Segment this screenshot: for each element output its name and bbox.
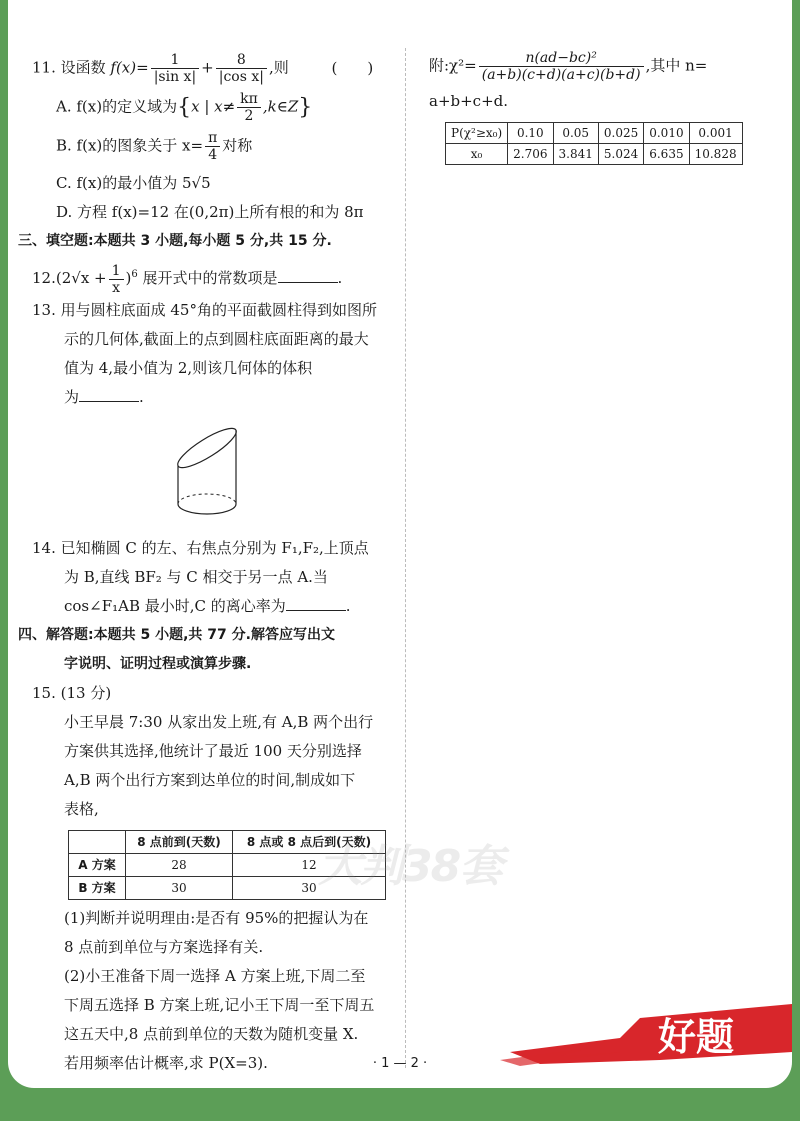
q15-sub2-line1: (2)小王准备下周一选择 A 方案上班,下周二至 xyxy=(64,966,366,985)
appendix-formula-tail: a+b+c+d. xyxy=(429,92,509,110)
column-divider xyxy=(405,48,406,1068)
q11-option-b: B. f(x)的图象关于 x= $\frac{\pi}{4}$ 对称 xyxy=(56,130,253,163)
q11-option-d: D. 方程 f(x)=12 在(0,2π)上所有根的和为 8π xyxy=(56,203,364,221)
q13-line3: 值为 4,最小值为 2,则该几何体的体积 xyxy=(64,358,313,377)
q15-para2: 方案供其选择,他统计了最近 100 天分别选择 xyxy=(64,741,362,760)
q15-para3: A,B 两个出行方案到达单位的时间,制成如下 xyxy=(64,770,356,789)
q15-head: 15. (13 分) xyxy=(32,683,112,702)
q13-line2: 示的几何体,截面上的点到圆柱底面距离的最大 xyxy=(64,329,369,348)
section-4-heading-line1: 四、解答题:本题共 5 小题,共 77 分.解答应写出文 xyxy=(18,626,335,643)
truncated-cylinder-figure xyxy=(172,418,242,522)
right-column xyxy=(429,50,774,165)
table-row: x₀ 2.706 3.841 5.024 6.635 10.828 xyxy=(446,144,743,165)
q15-sub1-line2: 8 点前到单位与方案选择有关. xyxy=(64,937,264,956)
table-header-row: 8 点前到(天数) 8 点或 8 点后到(天数) xyxy=(69,830,386,853)
q13-answer-blank[interactable] xyxy=(79,387,139,402)
q14-line1: 14. 已知椭圆 C 的左、右焦点分别为 F₁,F₂,上顶点 xyxy=(32,538,369,557)
q15-para4: 表格, xyxy=(64,799,99,818)
table-row: A 方案 28 12 xyxy=(69,853,386,876)
table-row: P(χ²≥x₀) 0.10 0.05 0.025 0.010 0.001 xyxy=(446,123,743,144)
chi-square-table xyxy=(445,122,743,165)
q15-para1: 小王早晨 7:30 从家出发上班,有 A,B 两个出行 xyxy=(64,712,374,731)
q11-option-a: A. f(x)的定义域为{x | x≠ $\frac{k\pi}{2}$ ,k∈Z} xyxy=(56,91,313,124)
q12-stem: 12.(2√x + $\frac{1}{x}$ )$^6$ 展开式中的常数项是 . xyxy=(32,262,343,296)
q11-option-c: C. f(x)的最小值为 5√5 xyxy=(56,174,211,192)
q15-sub2-line3: 这五天中,8 点前到单位的天数为随机变量 X. xyxy=(64,1024,359,1043)
appendix-formula: 附:χ²= $\frac{\text{n(ad−bc)²}}{(a+b)(c+d)(a+c)(b+d)}$ ,其中 n= xyxy=(429,50,708,83)
q14-line3: cos∠F₁AB 最小时,C 的离心率为 . xyxy=(64,596,351,615)
watermark-logo: 大判38套 xyxy=(318,841,502,892)
table-row: B 方案 30 30 xyxy=(69,876,386,899)
page-number: · 1 — 2 · xyxy=(372,1056,428,1071)
left-column xyxy=(18,52,392,1078)
q15-sub2-line2: 下周五选择 B 方案上班,记小王下周一至下周五 xyxy=(64,995,375,1014)
q15-sub1-line1: (1)判断并说明理由:是否有 95%的把握认为在 xyxy=(64,908,369,927)
stamp-label: 好题 xyxy=(657,1015,735,1059)
q14-answer-blank[interactable] xyxy=(286,596,346,611)
q11-frac1: $\frac{1}{\text{|sin x|}}$ xyxy=(151,52,199,85)
q11-frac2: $\frac{8}{\text{|cos x|}}$ xyxy=(216,52,267,85)
answer-bracket: ( ) xyxy=(331,58,374,77)
q13-line1: 13. 用与圆柱底面成 45°角的平面截圆柱得到如图所 xyxy=(32,300,377,319)
section-4-heading-line2: 字说明、证明过程或演算步骤. xyxy=(64,655,252,672)
q14-line2: 为 B,直线 BF₂ 与 C 相交于另一点 A.当 xyxy=(64,567,328,586)
section-3-heading: 三、填空题:本题共 3 小题,每小题 5 分,共 15 分. xyxy=(18,233,332,249)
exam-page xyxy=(8,0,792,1088)
q12-answer-blank[interactable] xyxy=(278,268,338,283)
q13-line4: 为 . xyxy=(64,387,144,406)
q11-stem: 11. 设函数 f(x)= $\frac{1}{\text{|sin x|}}$ + $\frac{8}{\text{|cos x|}}$ ,则 ( ) xyxy=(32,52,374,85)
q15-sub2-line4: 若用频率估计概率,求 P(X=3). xyxy=(64,1053,268,1072)
